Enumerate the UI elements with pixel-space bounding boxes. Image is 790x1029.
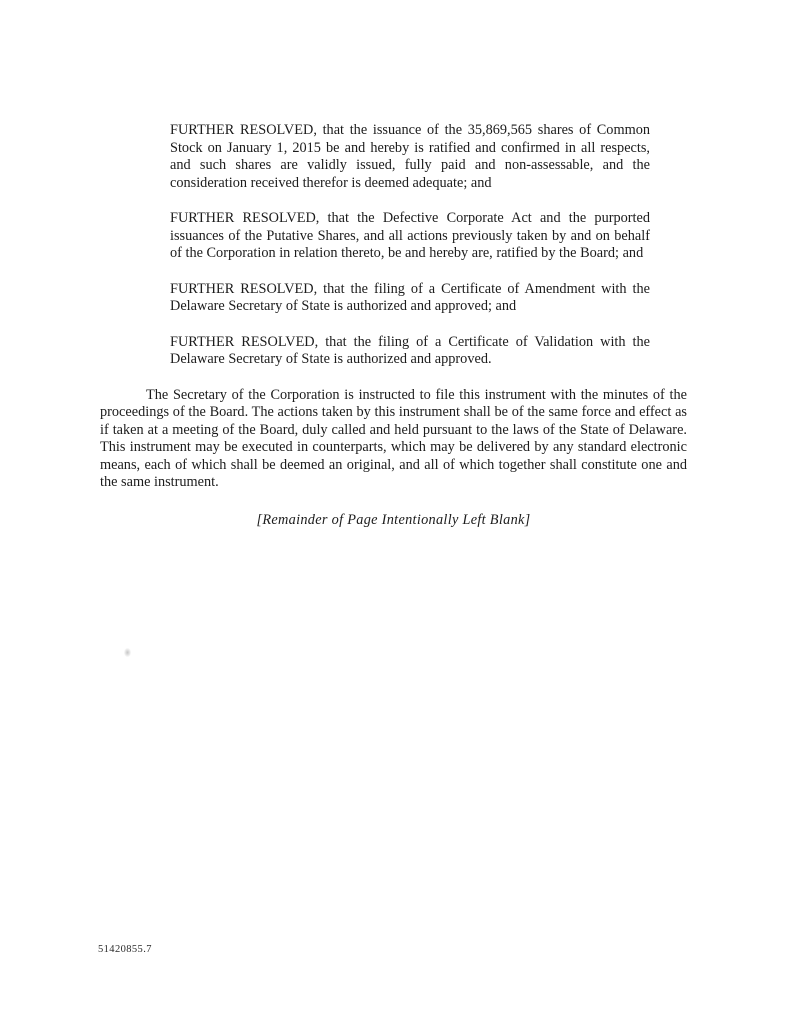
remainder-of-page-notice: [Remainder of Page Intentionally Left Blank]: [256, 511, 531, 528]
document-body: [100, 122, 687, 529]
document-control-number: 51420855.7: [98, 944, 152, 955]
resolution-paragraph-certificate-of-validation: FURTHER RESOLVED, that the filing of a Certificate of Validation with the Delaware Secretary of State is authorized and approved.: [170, 333, 650, 367]
scan-artifact-speck: [124, 648, 131, 657]
resolution-paragraph-issuance-ratified: FURTHER RESOLVED, that the issuance of the 35,869,565 shares of Common Stock on January 1, 2015 be and hereby is ratified and confirmed in all respects, and such shares are validly issued, fully paid and non-assessable, and the consideration received therefor is deemed adequate; and: [170, 122, 650, 191]
closing-paragraph: The Secretary of the Corporation is instructed to file this instrument with the minutes of the proceedings of the Board. The actions taken by this instrument shall be of the same force and effect as if taken at a meeting of the Board, duly called and held pursuant to the laws of the State of Delaware. This instrument may be executed in counterparts, which may be delivered by any standard electronic means, each of which shall be deemed an original, and all of which together shall constitute one and the same instrument.: [100, 386, 687, 490]
resolution-paragraph-certificate-of-amendment: FURTHER RESOLVED, that the filing of a Certificate of Amendment with the Delaware Secretary of State is authorized and approved; and: [170, 280, 650, 314]
resolution-paragraph-defective-corporate-act: FURTHER RESOLVED, that the Defective Corporate Act and the purported issuances of the Putative Shares, and all actions previously taken by and on behalf of the Corporation in relation thereto, be and hereby are, ratified by the Board; and: [170, 210, 650, 261]
